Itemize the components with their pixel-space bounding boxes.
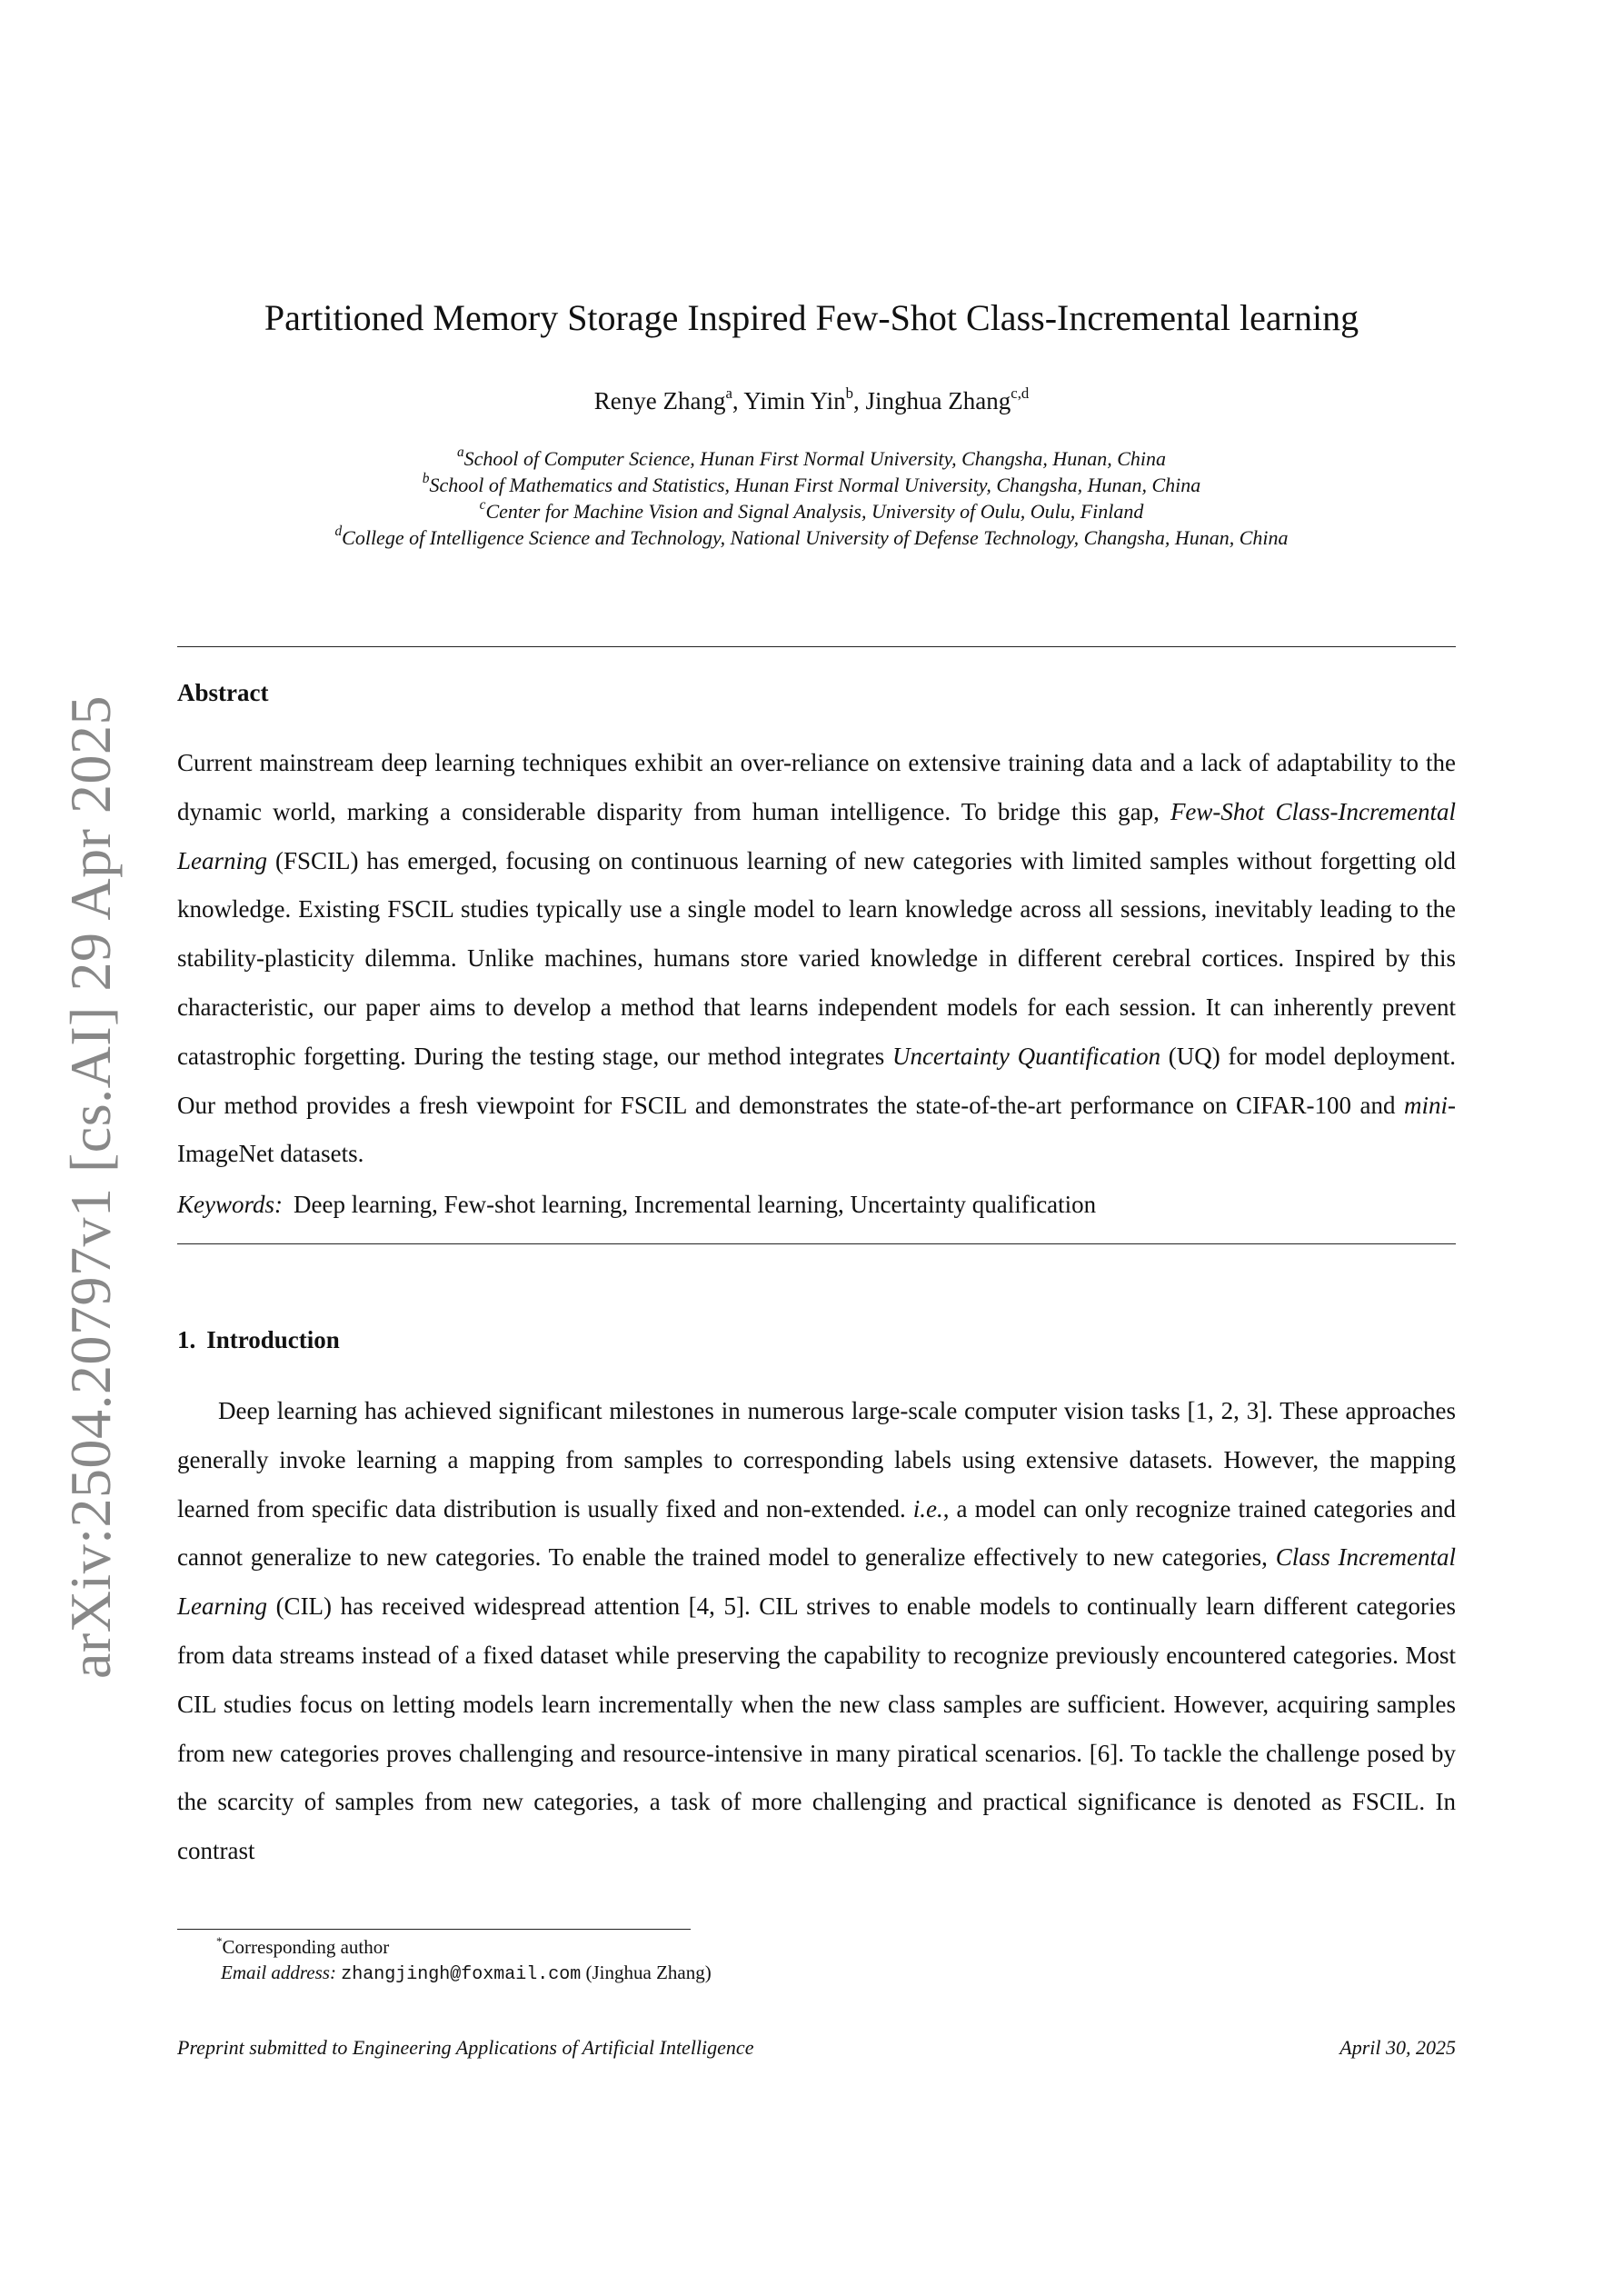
affiliation-line	[0, 524, 1623, 551]
affiliation-text: School of Mathematics and Statistics, Hunan First Normal University, Changsha, Hunan, China	[429, 474, 1201, 496]
author-name: Renye Zhang	[593, 387, 726, 414]
paper-title: Partitioned Memory Storage Inspired Few-Shot Class-Incremental learning	[264, 297, 1359, 338]
email-address-link[interactable]: zhangjingh@foxmail.com	[341, 1964, 582, 1985]
author-separator: ,	[732, 387, 744, 414]
intro-text: , a model can only recognize trained categories and cannot generalize to new categories. To enable the trained model to generalize effectively to new categories,	[177, 1494, 1456, 1572]
footnote-mark: *	[216, 1933, 223, 1948]
author-affiliation-mark: b	[845, 384, 854, 403]
affiliation-text: College of Intelligence Science and Technology, National University of Defense Technology, Changsha, Hunan, China	[342, 526, 1289, 549]
abstract-emphasis: Uncertainty Quantification	[891, 1042, 1161, 1070]
section-heading-introduction	[177, 1323, 340, 1356]
abstract-text: (FSCIL) has emerged, focusing on continuous learning of new categories with limited samples without forgetting old knowledge. Existing FSCIL studies typically use a single model to learn knowledge across all sessions, inevitably leading to the stability-plasticity dilemma. Unlike machines, humans store varied knowledge in different cerebral cortices. Inspired by this characteristic, our paper aims to develop a method that learns independent models for each session. It can inherently prevent catastrophic forgetting. During the testing stage, our method integrates	[177, 846, 1456, 1070]
preprint-date: April 30, 2025	[1339, 2036, 1456, 2059]
intro-text: (CIL) has received widespread attention [4, 5]. CIL strives to enable models to continually learn different categories from data streams instead of a fixed dataset while preserving the capability to recognize previously encountered categories. Most CIL studies focus on letting models learn incrementally when the new class samples are sufficient. However, acquiring samples from new categories proves challenging and resource-intensive in many piratical scenarios. [6]. To tackle the challenge posed by the scarcity of samples from new categories, a task of more challenging and practical significance is denoted as FSCIL. In contrast	[177, 1592, 1456, 1865]
section-number: 1.	[177, 1326, 196, 1353]
abstract-text: -ImageNet datasets.	[177, 1091, 1456, 1168]
affiliation-mark: c	[479, 497, 486, 514]
affiliation-line	[0, 498, 1623, 524]
author-separator: ,	[853, 387, 866, 414]
affiliation-mark: b	[422, 471, 430, 487]
abstract-body	[177, 739, 1456, 1179]
keywords-line	[177, 1188, 1456, 1221]
abstract-bottom-rule	[177, 1243, 1456, 1244]
abstract-text: (UQ) for model deployment. Our method provides a fresh viewpoint for FSCIL and demonstrates the state-of-the-art performance on CIFAR-100 and	[177, 1042, 1456, 1119]
section-title: Introduction	[206, 1326, 340, 1353]
preprint-journal-note: Preprint submitted to Engineering Applications of Artificial Intelligence	[177, 2036, 754, 2059]
abstract-heading: Abstract	[177, 679, 269, 706]
intro-text: Deep learning has achieved significant milestones in numerous large-scale computer vision tasks [1, 2, 3]. These approaches generally invoke learning a mapping from samples to corresponding labels using extensive datasets. However, the mapping learned from specific data distribution is usually fixed and non-extended.	[177, 1397, 1456, 1522]
corresponding-author-text: Corresponding author	[222, 1936, 390, 1958]
introduction-paragraph	[177, 1387, 1456, 1876]
intro-emphasis: i.e.	[912, 1494, 943, 1522]
footnotes	[216, 1934, 1398, 1988]
author-name: Jinghua Zhang	[865, 387, 1011, 414]
author-affiliation-mark: c,d	[1011, 384, 1030, 403]
author-name: Yimin Yin	[743, 387, 846, 414]
keywords-text: Deep learning, Few-shot learning, Incremental learning, Uncertainty qualification	[294, 1191, 1097, 1218]
abstract-emphasis: mini	[1403, 1091, 1448, 1119]
abstract-top-rule	[177, 646, 1456, 647]
email-owner: (Jinghua Zhang)	[585, 1962, 712, 1983]
arxiv-identifier-stamp: arXiv:2504.20797v1 [cs.AI] 29 Apr 2025	[58, 695, 123, 1679]
affiliation-line	[0, 472, 1623, 498]
abstract-emphasis: Few-Shot Class-Incremental Learning	[177, 797, 1456, 874]
email-note	[216, 1960, 1398, 1988]
affiliation-list	[0, 445, 1623, 551]
intro-emphasis: Class Incremental Learning	[177, 1543, 1456, 1621]
footnote-rule	[177, 1929, 691, 1930]
affiliation-line	[0, 445, 1623, 472]
author-list	[0, 384, 1623, 417]
affiliation-text: School of Computer Science, Hunan First Normal University, Changsha, Hunan, China	[463, 447, 1167, 470]
affiliation-mark: a	[456, 444, 464, 461]
affiliation-text: Center for Machine Vision and Signal Analysis, University of Oulu, Oulu, Finland	[485, 500, 1144, 523]
abstract-text: Current mainstream deep learning techniques exhibit an over-reliance on extensive training data and a lack of adaptability to the dynamic world, marking a considerable disparity from human intelligence. To bridge this gap,	[177, 749, 1456, 825]
author-affiliation-mark: a	[725, 384, 732, 403]
affiliation-mark: d	[334, 524, 343, 540]
email-label: Email address:	[221, 1962, 336, 1983]
keywords-label: Keywords:	[177, 1191, 283, 1218]
corresponding-author-note	[216, 1934, 1398, 1960]
